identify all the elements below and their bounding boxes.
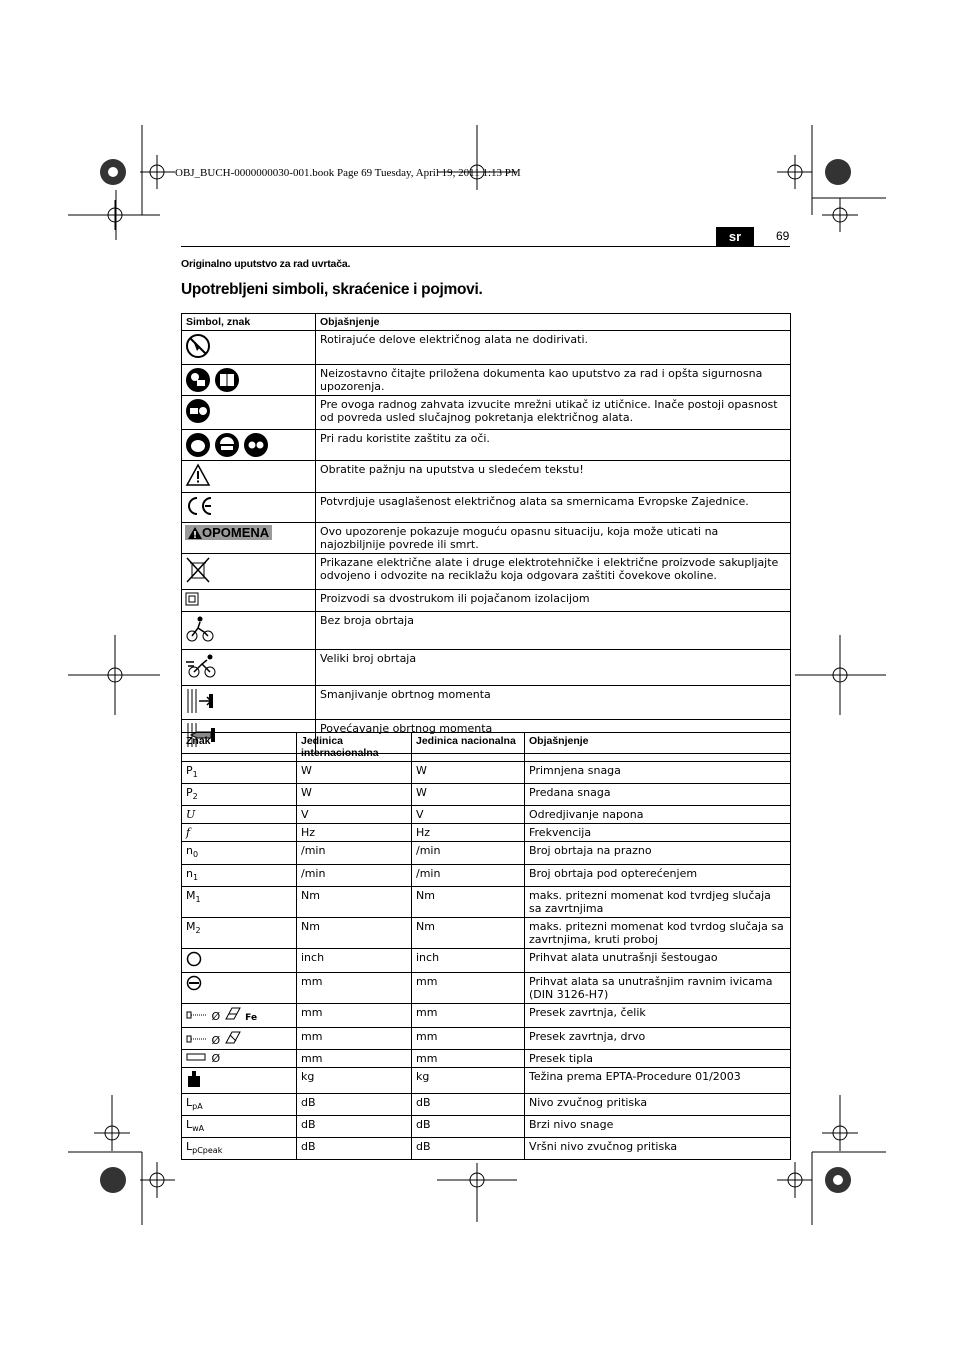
unit-symbol: Ø Fe: [182, 1003, 297, 1027]
unit-symbol: $L_{wA}$: [182, 1115, 297, 1137]
flat-socket-icon: [186, 975, 202, 991]
symbols-table: [181, 313, 791, 754]
face-shield-icon: [185, 432, 211, 458]
unit-intl: dB: [297, 1115, 412, 1137]
unit-intl: inch: [297, 948, 412, 972]
unit-intl: Nm: [297, 886, 412, 917]
language-badge: sr: [716, 227, 754, 246]
no-touch-rotating-icon: [185, 333, 211, 359]
unit-desc: Prihvat alata sa unutrašnjim ravnim ivicama (DIN 3126-H7): [525, 972, 791, 1003]
unit-nat: /min: [412, 864, 525, 886]
table-row: Obratite pažnju na uputstva u sledećem tekstu!: [182, 461, 791, 493]
unit-nat: V: [412, 806, 525, 824]
table-row: [182, 1049, 791, 1067]
section-title: Upotrebljeni simboli, skraćenice i pojmovi.: [181, 281, 483, 298]
table-row: Pre ovoga radnog zahvata izvucite mrežni utikač iz utičnice. Inače postoji opasnost od povreda usled slučajnog pokretanja električnog alata.: [182, 396, 791, 430]
slow-bicycle-icon: [185, 614, 215, 644]
table-row: Veliki broj obrtaja: [182, 650, 791, 686]
unit-nat: /min: [412, 842, 525, 864]
unit-nat: mm: [412, 1003, 525, 1027]
unit-symbol: Ø: [182, 1049, 297, 1067]
unit-symbol: $n_1$: [182, 864, 297, 886]
unit-nat: dB: [412, 1138, 525, 1160]
unit-intl: mm: [297, 1049, 412, 1067]
table-row: [182, 1093, 791, 1115]
unit-intl: mm: [297, 1003, 412, 1027]
book-info-line: OBJ_BUCH-0000000030-001.book Page 69 Tuesday, April 19, 2011 1:13 PM: [175, 167, 521, 179]
symbols-table-header: [182, 314, 791, 331]
page-number: 69: [776, 229, 790, 243]
unit-desc: Presek zavrtnja, drvo: [525, 1027, 791, 1049]
unit-symbol: $L_{pA}$: [182, 1093, 297, 1115]
header-rule: [181, 246, 790, 247]
unit-nat: mm: [412, 1049, 525, 1067]
unit-desc: maks. pritezni momenat kod tvrdog slučaja sa zavrtnjima, kruti proboj: [525, 917, 791, 948]
document-subtitle: Originalno uputstvo za rad uvrtača.: [181, 258, 351, 270]
helmet-visor-icon: [214, 432, 240, 458]
col-explanation: Objašnjenje: [316, 314, 791, 331]
unit-nat: kg: [412, 1067, 525, 1093]
unit-desc: Broj obrtaja na prazno: [525, 842, 791, 864]
table-row: [182, 1115, 791, 1137]
table-row: [182, 864, 791, 886]
unit-symbol: Ø: [182, 1027, 297, 1049]
unit-intl: W: [297, 784, 412, 806]
unit-desc: Vršni nivo zvučnog pritiska: [525, 1138, 791, 1160]
ce-mark-icon: [185, 495, 215, 517]
table-row: Pri radu koristite zaštitu za oči.: [182, 430, 791, 461]
table-row: Neizostavno čitajte priložena dokumenta kao uputstvo za rad i opšta sigurnosna upozorenja.: [182, 365, 791, 396]
warning-sign-icon: [188, 527, 202, 539]
unit-symbol: [182, 1067, 297, 1093]
unit-intl: dB: [297, 1138, 412, 1160]
unit-nat: Nm: [412, 917, 525, 948]
fast-bicycle-icon: [185, 652, 219, 680]
unit-symbol: [182, 972, 297, 1003]
table-row: [182, 917, 791, 948]
unit-intl: Nm: [297, 917, 412, 948]
unit-desc: Brzi nivo snage: [525, 1115, 791, 1137]
unit-nat: dB: [412, 1115, 525, 1137]
unit-intl: dB: [297, 1093, 412, 1115]
unit-intl: Hz: [297, 824, 412, 842]
unit-nat: W: [412, 784, 525, 806]
unit-intl: mm: [297, 1027, 412, 1049]
screw-icon: [186, 1034, 208, 1044]
table-row: [182, 762, 791, 784]
unit-symbol: U: [182, 806, 297, 824]
weight-icon: [186, 1070, 202, 1088]
unit-symbol: $M_1$: [182, 886, 297, 917]
steel-plate-icon: [224, 1006, 242, 1020]
unit-desc: Presek tipla: [525, 1049, 791, 1067]
unit-nat: inch: [412, 948, 525, 972]
unit-nat: mm: [412, 972, 525, 1003]
unit-nat: W: [412, 762, 525, 784]
unit-desc: Frekvencija: [525, 824, 791, 842]
unit-symbol: $P_2$: [182, 784, 297, 806]
crossed-bin-icon: [185, 556, 211, 584]
unit-nat: Hz: [412, 824, 525, 842]
unit-desc: Težina prema EPTA-Procedure 01/2003: [525, 1067, 791, 1093]
hex-socket-icon: [186, 951, 202, 967]
unit-desc: Prihvat alata unutrašnji šestougao: [525, 948, 791, 972]
warning-badge: OPOMENA: [185, 525, 272, 540]
unit-nat: mm: [412, 1027, 525, 1049]
table-row: [182, 1027, 791, 1049]
table-row: OPOMENA Ovo upozorenje pokazuje moguću opasnu situaciju, koja može uticati na najozbiljnije povrede ili smrt.: [182, 523, 791, 554]
table-row: [182, 842, 791, 864]
table-row: Prikazane električne alate i druge elektrotehničke i električne proizvode sakupljajte odvojeno i odvozite na reciklažu koja odgovara zaštiti čovekove okoline.: [182, 554, 791, 590]
table-row: [182, 1003, 791, 1027]
unit-intl: kg: [297, 1067, 412, 1093]
dowel-icon: [186, 1052, 208, 1062]
unit-intl: /min: [297, 842, 412, 864]
table-row: Rotirajuće delove električnog alata ne dodirivati.: [182, 331, 791, 365]
unit-intl: W: [297, 762, 412, 784]
col-symbol: Simbol, znak: [182, 314, 316, 331]
table-row: Proizvodi sa dvostrukom ili pojačanom izolacijom: [182, 590, 791, 612]
table-row: [182, 1138, 791, 1160]
unit-desc: Broj obrtaja pod opterećenjem: [525, 864, 791, 886]
unit-nat: dB: [412, 1093, 525, 1115]
unit-desc: Odredjivanje napona: [525, 806, 791, 824]
double-insulation-icon: [185, 592, 199, 606]
table-row: [182, 886, 791, 917]
unit-desc: Primnjena snaga: [525, 762, 791, 784]
table-row: [182, 1067, 791, 1093]
screw-icon: [186, 1010, 208, 1020]
unit-desc: Predana snaga: [525, 784, 791, 806]
unit-symbol: $M_2$: [182, 917, 297, 948]
unit-intl: /min: [297, 864, 412, 886]
unit-desc: maks. pritezni momenat kod tvrdjeg slučaja sa zavrtnjima: [525, 886, 791, 917]
unit-symbol: $L_{pCpeak}$: [182, 1138, 297, 1160]
table-row: [182, 972, 791, 1003]
unit-intl: mm: [297, 972, 412, 1003]
wood-plate-icon: [224, 1030, 242, 1044]
safety-goggles-icon: [243, 432, 269, 458]
table-row: [182, 824, 791, 842]
unit-symbol: $n_0$: [182, 842, 297, 864]
unit-symbol: [182, 948, 297, 972]
unit-desc: Presek zavrtnja, čelik: [525, 1003, 791, 1027]
torque-decrease-icon: [185, 688, 217, 714]
unit-symbol: $P_1$: [182, 762, 297, 784]
units-table: [181, 732, 791, 1160]
table-row: Potvrdjuje usaglašenost električnog alata sa smernicama Evropske Zajednice.: [182, 493, 791, 523]
unit-nat: Nm: [412, 886, 525, 917]
manual-book-icon: [214, 367, 240, 393]
table-row: [182, 948, 791, 972]
table-row: Smanjivanje obrtnog momenta: [182, 686, 791, 720]
unplug-icon: [185, 398, 211, 424]
unit-desc: Nivo zvučnog pritiska: [525, 1093, 791, 1115]
units-table-header: Znak Jedinica internacionalna Jedinica nacionalna Objašnjenje: [182, 733, 791, 762]
read-manual-person-icon: [185, 367, 211, 393]
unit-intl: V: [297, 806, 412, 824]
table-row: [182, 784, 791, 806]
table-row: Povećavanje obrtnog momenta: [182, 720, 791, 754]
table-row: [182, 806, 791, 824]
warning-triangle-icon: [185, 463, 211, 487]
unit-symbol: f: [182, 824, 297, 842]
table-row: Bez broja obrtaja: [182, 612, 791, 650]
